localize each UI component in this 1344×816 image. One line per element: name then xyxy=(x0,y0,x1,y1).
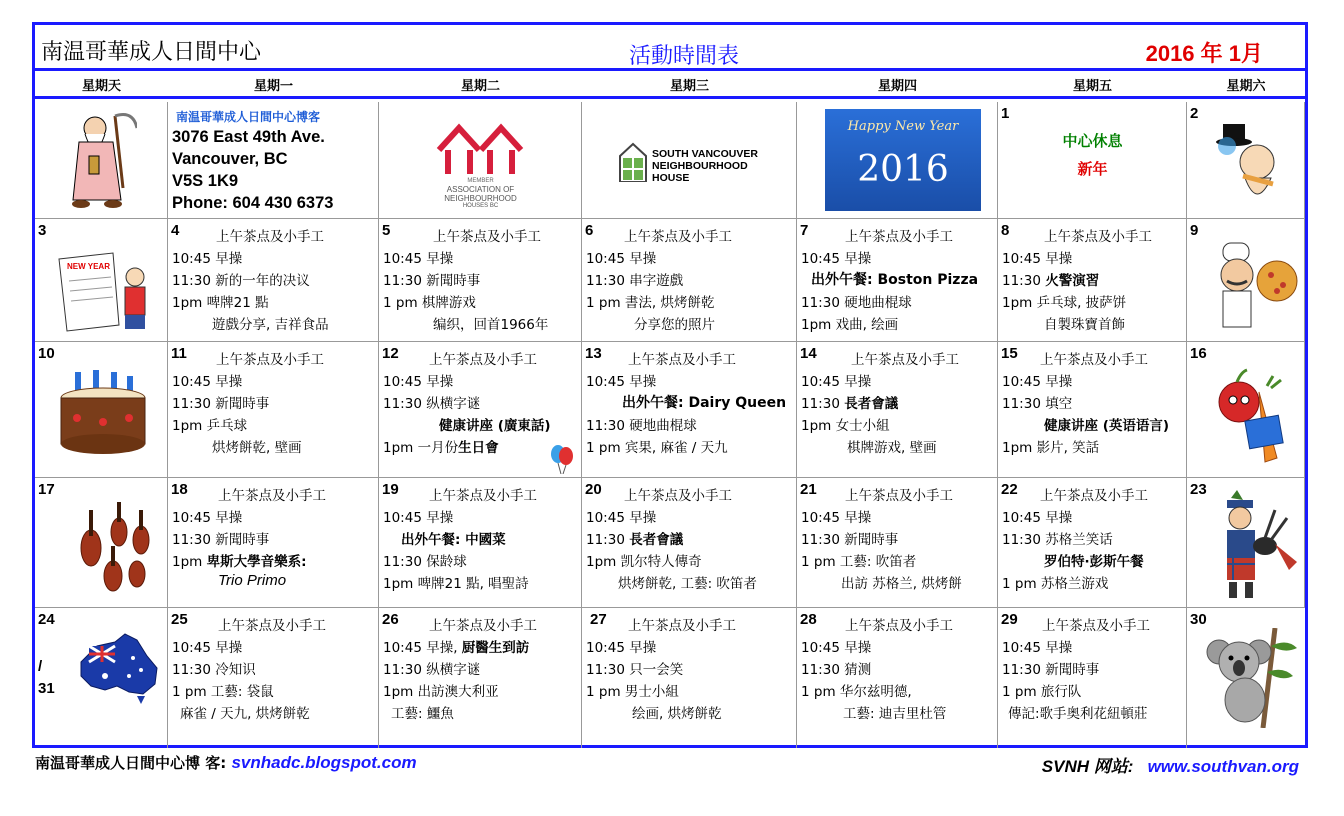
cell-day-16 xyxy=(1187,342,1305,478)
day-number: 5 xyxy=(382,222,391,239)
birthday-cake-icon xyxy=(53,368,153,468)
activity-line: 出訪 苏格兰, 烘烤餅 xyxy=(841,576,962,592)
cell-day-4 xyxy=(168,219,379,342)
center-closed: 中心休息 xyxy=(1062,132,1123,150)
weekday-tue: 星期二 xyxy=(460,79,500,94)
activity-line: 11:30 新聞時事 xyxy=(1002,662,1100,678)
blog-label: 南温哥華成人日間中心博 客: xyxy=(35,754,227,772)
day-number: 28 xyxy=(800,611,817,628)
activity-line: 11:30 新的一年的决议 xyxy=(172,273,310,289)
activity-line: 11:30 纵横字谜 xyxy=(383,396,481,412)
cell-day-24-31 xyxy=(35,608,168,748)
activity-line: 10:45 早操 xyxy=(1002,640,1073,656)
activity-line: 上午茶点及小手工 xyxy=(628,352,736,368)
day-number: 16 xyxy=(1190,345,1207,362)
cell-day-10 xyxy=(35,342,168,478)
activity-line: 11:30 新聞時事 xyxy=(383,273,481,289)
day-number: 13 xyxy=(585,345,602,362)
day-number: 17 xyxy=(38,481,55,498)
activity-line: 11:30 長者會議 xyxy=(586,532,684,548)
cell-day-8 xyxy=(998,219,1187,342)
activity-line: 10:45 早操, 厨醫生到訪 xyxy=(383,640,530,656)
activity-line: 10:45 早操 xyxy=(172,251,243,267)
cell-sun-empty xyxy=(35,102,168,219)
activity-line: 上午茶点及小手工 xyxy=(845,488,953,504)
svg-text:NEW YEAR: NEW YEAR xyxy=(67,262,110,271)
activity-line: 11:30 只一会笑 xyxy=(586,662,684,678)
activity-line: 11:30 纵横字谜 xyxy=(383,662,481,678)
day-number: 21 xyxy=(800,481,817,498)
activity-line: 11:30 串字遊戲 xyxy=(586,273,684,289)
cell-day-28 xyxy=(797,608,998,748)
day-number: 10 xyxy=(38,345,55,362)
activity-line: 10:45 早操 xyxy=(586,251,657,267)
anh-line-3: HOUSES BC xyxy=(462,203,499,209)
day-number: 2 xyxy=(1190,105,1199,122)
activity-line: 上午茶点及小手工 xyxy=(1044,229,1152,245)
address-line-2: Vancouver, BC xyxy=(172,150,288,168)
activity-line: 1 pm 棋牌游戏 xyxy=(383,295,476,311)
activity-line: 出外午餐: Boston Pizza xyxy=(811,272,979,288)
day-number: 20 xyxy=(585,481,602,498)
svnh-line-3: HOUSE xyxy=(652,172,690,184)
activity-line: 10:45 早操 xyxy=(801,640,872,656)
bagpiper-icon xyxy=(1209,488,1299,604)
activity-line: 遊戲分享, 吉祥食品 xyxy=(212,317,329,333)
activity-line: 11:30 苏格兰笑话 xyxy=(1002,532,1113,548)
day-number: 15 xyxy=(1001,345,1018,362)
activity-line: 上午茶点及小手工 xyxy=(433,229,541,245)
activity-line: 上午茶点及小手工 xyxy=(429,618,537,634)
activity-line: 10:45 早操 xyxy=(383,374,454,390)
anh-line-2: NEIGHBOURHOOD xyxy=(444,194,517,203)
website-label: SVNH 网站: xyxy=(1041,757,1134,776)
cell-day-20 xyxy=(582,478,797,608)
activity-line: 10:45 早操 xyxy=(383,510,454,526)
activity-line: 1pm 啤牌21 點, 唱聖詩 xyxy=(383,576,529,592)
activity-line: 1 pm 工藝: 吹笛者 xyxy=(801,554,917,570)
blog-title: 南温哥華成人日間中心博客 xyxy=(176,110,321,124)
day-number: 24 xyxy=(38,611,55,628)
activity-line: 10:45 早操 xyxy=(172,510,243,526)
day-number: 18 xyxy=(171,481,188,498)
activity-line: 1 pm 旅行队 xyxy=(1002,684,1082,700)
activity-line: 出外午餐: Dairy Queen xyxy=(622,395,787,411)
svnh-line-2: NEIGHBOURHOOD xyxy=(652,160,748,172)
cell-day-21 xyxy=(797,478,998,608)
activity-line: 11:30 硬地曲棍球 xyxy=(586,418,697,434)
day-number: 19 xyxy=(382,481,399,498)
activity-line: 11:30 新聞時事 xyxy=(172,532,270,548)
cell-info xyxy=(168,102,379,219)
activity-line: 出外午餐: 中國菜 xyxy=(401,532,506,548)
activity-line: 11:30 硬地曲棍球 xyxy=(801,295,912,311)
activity-line: 棋牌游戏, 壁画 xyxy=(847,440,937,456)
activity-line: 上午茶点及小手工 xyxy=(218,488,326,504)
activity-line: 上午茶点及小手工 xyxy=(429,352,537,368)
address-line-1: 3076 East 49th Ave. xyxy=(172,128,325,146)
new-year-baby-icon xyxy=(1209,118,1289,208)
activity-line: 10:45 早操 xyxy=(801,251,872,267)
cell-day-12 xyxy=(379,342,582,478)
cell-day-11 xyxy=(168,342,379,478)
activity-line: 编织，回首1966年 xyxy=(433,317,549,333)
footer-website xyxy=(1042,752,1299,777)
cell-day-23 xyxy=(1187,478,1305,608)
activity-line: 10:45 早操 xyxy=(586,374,657,390)
activity-line: 1pm 乒乓球, 披萨饼 xyxy=(1002,295,1127,311)
cell-day-19 xyxy=(379,478,582,608)
website-link[interactable]: www.southvan.org xyxy=(1147,757,1299,776)
activity-line: 工藝: 鱷魚 xyxy=(391,706,454,722)
activity-line: 罗伯特·彭斯午餐 xyxy=(1044,554,1144,570)
cell-day-13 xyxy=(582,342,797,478)
phone-number: Phone: 604 430 6373 xyxy=(172,194,334,212)
cell-day-3 xyxy=(35,219,168,342)
cell-day-26 xyxy=(379,608,582,748)
activity-line: 上午茶点及小手工 xyxy=(216,229,324,245)
activity-line: Trio Primo xyxy=(218,572,287,589)
activity-line: 11:30 新聞時事 xyxy=(172,396,270,412)
activity-line: 1 pm 工藝: 袋鼠 xyxy=(172,684,274,700)
activity-line: 1 pm 华尔兹明德, xyxy=(801,684,912,700)
activity-line: 自製珠寶首飾 xyxy=(1044,317,1125,333)
activity-line: 10:45 早操 xyxy=(1002,251,1073,267)
svnh-line-1: SOUTH VANCOUVER xyxy=(652,148,758,160)
activity-line: 上午茶点及小手工 xyxy=(1042,618,1150,634)
activity-line: 上午茶点及小手工 xyxy=(845,229,953,245)
weekday-fri: 星期五 xyxy=(1072,79,1112,94)
day-number: 31 xyxy=(38,680,55,697)
activity-line: 上午茶点及小手工 xyxy=(845,618,953,634)
weekday-sun: 星期天 xyxy=(81,79,121,94)
activity-line: 上午茶点及小手工 xyxy=(218,618,326,634)
activity-line: 麻雀 / 天九, 烘烤餅乾 xyxy=(180,706,310,722)
activity-line: 1pm 啤牌21 點 xyxy=(172,295,269,311)
activity-line: 1pm 卑斯大學音樂系: xyxy=(172,554,307,570)
activity-line: 10:45 早操 xyxy=(1002,510,1073,526)
cell-new-year-banner xyxy=(797,102,998,219)
activity-line: 11:30 猜测 xyxy=(801,662,872,678)
day-number: 7 xyxy=(800,222,809,239)
activity-line: 健康讲座 (英语语言) xyxy=(1044,418,1170,434)
day-number: 22 xyxy=(1001,481,1018,498)
activity-line: 上午茶点及小手工 xyxy=(429,488,537,504)
activity-line: 11:30 保龄球 xyxy=(383,554,467,570)
weekday-thu: 星期四 xyxy=(877,79,917,94)
activity-line: 1 pm 苏格兰游戏 xyxy=(1002,576,1109,592)
weekday-wed: 星期三 xyxy=(669,79,709,94)
blog-link[interactable]: svnhadc.blogspot.com xyxy=(231,753,417,772)
anh-house-logo-icon xyxy=(435,120,525,176)
cell-day-27 xyxy=(582,608,797,748)
month-title: 2016 年 1月 xyxy=(1145,41,1263,66)
cell-day-2 xyxy=(1187,102,1305,219)
activity-line: 11:30 火警演習 xyxy=(1002,273,1100,289)
activity-line: 11:30 新聞時事 xyxy=(801,532,899,548)
resolution-list-icon xyxy=(55,249,155,333)
anh-member-text: MEMBER xyxy=(467,178,494,184)
cell-day-30 xyxy=(1187,608,1305,748)
cell-day-25 xyxy=(168,608,379,748)
day-separator: / xyxy=(38,658,43,675)
cell-day-5 xyxy=(379,219,582,342)
footer-blog xyxy=(35,752,417,773)
healthy-food-book-icon xyxy=(1207,362,1299,472)
activity-line: 绘画, 烘烤餅乾 xyxy=(632,706,722,722)
cell-day-22 xyxy=(998,478,1187,608)
balloons-icon xyxy=(549,444,575,474)
day-number: 3 xyxy=(38,222,47,239)
svnh-house-logo-icon xyxy=(618,142,648,182)
activity-line: 工藝: 迪吉里杜管 xyxy=(843,706,947,722)
title-bar xyxy=(35,25,1305,71)
activity-line: 11:30 填空 xyxy=(1002,396,1073,412)
day-number: 14 xyxy=(800,345,817,362)
cell-day-29 xyxy=(998,608,1187,748)
holiday-name: 新年 xyxy=(1077,160,1108,178)
activity-line: 分享您的照片 xyxy=(634,317,715,333)
day-number: 29 xyxy=(1001,611,1018,628)
weekday-sat: 星期六 xyxy=(1226,79,1266,94)
day-number: 9 xyxy=(1190,222,1199,239)
chef-pizza-icon xyxy=(1207,241,1301,333)
activity-line: 11:30 長者會議 xyxy=(801,396,899,412)
activity-line: 傳記:歌手奥利花紐頓莊 xyxy=(1008,706,1148,722)
koala-icon xyxy=(1205,628,1301,728)
activity-line: 上午茶点及小手工 xyxy=(628,618,736,634)
new-year-banner xyxy=(825,109,981,211)
father-time-icon xyxy=(57,108,137,212)
weekday-header xyxy=(35,74,1305,99)
activity-line: 上午茶点及小手工 xyxy=(216,352,324,368)
day-number: 1 xyxy=(1001,105,1010,122)
activity-line: 1 pm 男士小組 xyxy=(586,684,679,700)
day-number: 25 xyxy=(171,611,188,628)
cell-svnh-logo xyxy=(582,102,797,219)
cell-day-14 xyxy=(797,342,998,478)
activity-line: 1pm 戏曲, 绘画 xyxy=(801,317,899,333)
cell-day-17 xyxy=(35,478,168,608)
cell-day-6 xyxy=(582,219,797,342)
day-number: 30 xyxy=(1190,611,1207,628)
cell-day-1 xyxy=(998,102,1187,219)
activity-line: 1pm 出訪澳大利亚 xyxy=(383,684,499,700)
activity-line: 上午茶点及小手工 xyxy=(851,352,959,368)
cell-day-9 xyxy=(1187,219,1305,342)
activity-line: 10:45 早操 xyxy=(801,510,872,526)
activity-line: 10:45 早操 xyxy=(801,374,872,390)
activity-line: 1 pm 書法, 烘烤餅乾 xyxy=(586,295,715,311)
cell-day-15 xyxy=(998,342,1187,478)
new-year-script: Happy New Year xyxy=(847,119,959,134)
activity-line: 10:45 早操 xyxy=(172,374,243,390)
activity-line: 1 pm 宾果, 麻雀 / 天九 xyxy=(586,440,728,456)
activity-line: 上午茶点及小手工 xyxy=(624,488,732,504)
activity-line: 1pm 凯尔特人傳奇 xyxy=(586,554,702,570)
cell-day-18 xyxy=(168,478,379,608)
activity-line: 健康讲座 (廣東話) xyxy=(439,418,551,434)
cell-day-7 xyxy=(797,219,998,342)
activity-line: 1pm 乒乓球 xyxy=(172,418,248,434)
calendar-frame xyxy=(32,22,1308,748)
australia-flag-map-icon xyxy=(75,632,165,706)
activity-line: 10:45 早操 xyxy=(586,640,657,656)
violins-icon xyxy=(73,492,163,596)
activity-line: 10:45 早操 xyxy=(1002,374,1073,390)
activity-line: 10:45 早操 xyxy=(383,251,454,267)
postal-code: V5S 1K9 xyxy=(172,172,239,190)
activity-line: 10:45 早操 xyxy=(586,510,657,526)
activity-line: 上午茶点及小手工 xyxy=(1040,488,1148,504)
activity-line: 上午茶点及小手工 xyxy=(1040,352,1148,368)
activity-line: 1pm 影片, 笑話 xyxy=(1002,440,1100,456)
day-number: 8 xyxy=(1001,222,1010,239)
activity-line: 11:30 冷知识 xyxy=(172,662,256,678)
activity-line: 1pm 女士小組 xyxy=(801,418,890,434)
weekday-mon: 星期一 xyxy=(253,79,293,94)
day-number: 6 xyxy=(585,222,594,239)
schedule-title: 活動時間表 xyxy=(629,44,740,69)
cell-anh-logo xyxy=(379,102,582,219)
day-number: 11 xyxy=(171,345,187,362)
activity-line: 烘烤餅乾, 壁画 xyxy=(212,440,302,456)
anh-line-1: ASSOCIATION OF xyxy=(446,185,515,194)
day-number: 26 xyxy=(382,611,399,628)
activity-line: 上午茶点及小手工 xyxy=(624,229,732,245)
day-number: 12 xyxy=(382,345,399,362)
day-number: 27 xyxy=(590,611,607,628)
new-year-2016: 2016 xyxy=(857,149,949,190)
org-title: 南温哥華成人日間中心 xyxy=(41,40,262,65)
activity-line: 1pm 一月份生日會 xyxy=(383,440,499,456)
activity-line: 10:45 早操 xyxy=(172,640,243,656)
activity-line: 烘烤餅乾, 工藝: 吹笛者 xyxy=(618,576,757,592)
day-number: 4 xyxy=(171,222,180,239)
day-number: 23 xyxy=(1190,481,1207,498)
